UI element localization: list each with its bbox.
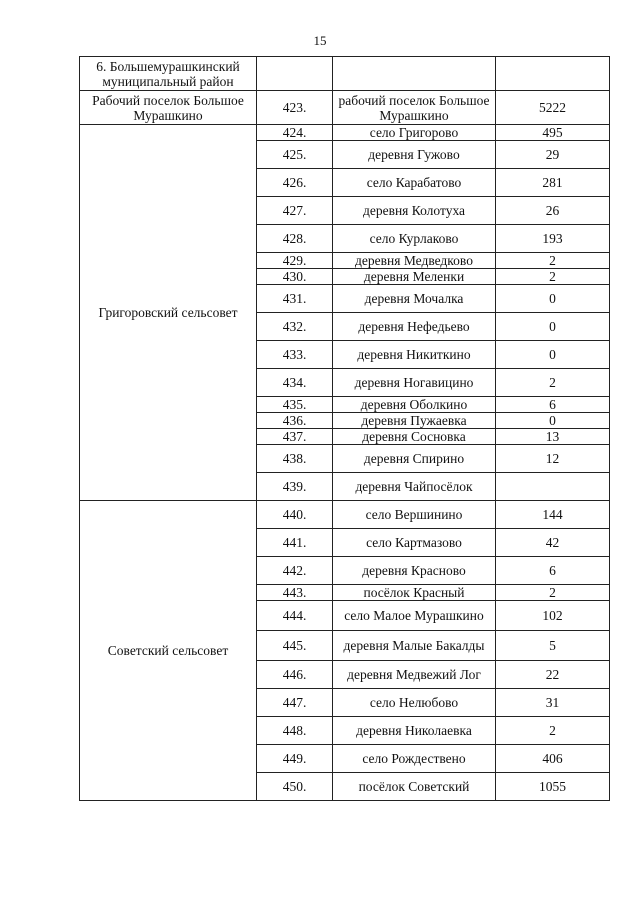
locality-name: деревня Красново <box>333 557 496 585</box>
population: 1055 <box>496 773 610 801</box>
row-number: 426. <box>257 169 333 197</box>
population: 495 <box>496 125 610 141</box>
row-number: 432. <box>257 313 333 341</box>
row-number: 437. <box>257 429 333 445</box>
locality-name: деревня Меленки <box>333 269 496 285</box>
population: 0 <box>496 285 610 313</box>
population: 0 <box>496 313 610 341</box>
row-number: 446. <box>257 661 333 689</box>
locality-name: посёлок Советский <box>333 773 496 801</box>
district-header: 6. Большемурашкинский муниципальный район <box>80 57 257 91</box>
locality-name: деревня Колотуха <box>333 197 496 225</box>
locality-name: село Картмазово <box>333 529 496 557</box>
locality-name: рабочий поселок Большое Мурашкино <box>333 91 496 125</box>
row-number: 428. <box>257 225 333 253</box>
population: 0 <box>496 413 610 429</box>
page-number: 15 <box>313 33 327 48</box>
locality-name: деревня Чайпосёлок <box>333 473 496 501</box>
population: 281 <box>496 169 610 197</box>
population: 102 <box>496 601 610 631</box>
row-number: 450. <box>257 773 333 801</box>
population: 29 <box>496 141 610 169</box>
population: 2 <box>496 585 610 601</box>
population: 5222 <box>496 91 610 125</box>
row-number: 423. <box>257 91 333 125</box>
row-number: 431. <box>257 285 333 313</box>
population: 0 <box>496 341 610 369</box>
locality-name: деревня Нефедьево <box>333 313 496 341</box>
population: 2 <box>496 253 610 269</box>
population: 26 <box>496 197 610 225</box>
population: 22 <box>496 661 610 689</box>
row-number: 442. <box>257 557 333 585</box>
population: 6 <box>496 557 610 585</box>
population: 5 <box>496 631 610 661</box>
empty-cell <box>333 57 496 91</box>
locality-name: село Малое Мурашкино <box>333 601 496 631</box>
locality-name: деревня Николаевка <box>333 717 496 745</box>
row-number: 436. <box>257 413 333 429</box>
settlement-name: Григоровский сельсовет <box>80 125 257 501</box>
row-number: 441. <box>257 529 333 557</box>
table-row <box>80 501 610 529</box>
population: 42 <box>496 529 610 557</box>
locality-name: деревня Гужово <box>333 141 496 169</box>
row-number: 449. <box>257 745 333 773</box>
population: 13 <box>496 429 610 445</box>
population: 6 <box>496 397 610 413</box>
locality-name: деревня Мочалка <box>333 285 496 313</box>
locality-name: деревня Пужаевка <box>333 413 496 429</box>
locality-name: деревня Малые Бакалды <box>333 631 496 661</box>
population: 12 <box>496 445 610 473</box>
locality-name: село Карабатово <box>333 169 496 197</box>
locality-name: деревня Оболкино <box>333 397 496 413</box>
locality-name: деревня Ногавицино <box>333 369 496 397</box>
population: 144 <box>496 501 610 529</box>
locality-name: деревня Медведково <box>333 253 496 269</box>
settlement-name: Советский сельсовет <box>80 501 257 801</box>
population: 31 <box>496 689 610 717</box>
locality-name: деревня Медвежий Лог <box>333 661 496 689</box>
table-row <box>80 57 610 91</box>
row-number: 427. <box>257 197 333 225</box>
settlements-table <box>79 56 610 801</box>
row-number: 438. <box>257 445 333 473</box>
row-number: 424. <box>257 125 333 141</box>
locality-name: село Вершинино <box>333 501 496 529</box>
locality-name: деревня Сосновка <box>333 429 496 445</box>
table-row <box>80 125 610 141</box>
locality-name: село Нелюбово <box>333 689 496 717</box>
settlement-name: Рабочий поселок Большое Мурашкино <box>80 91 257 125</box>
row-number: 440. <box>257 501 333 529</box>
locality-name: село Курлаково <box>333 225 496 253</box>
row-number: 434. <box>257 369 333 397</box>
row-number: 448. <box>257 717 333 745</box>
row-number: 430. <box>257 269 333 285</box>
population: 2 <box>496 269 610 285</box>
row-number: 429. <box>257 253 333 269</box>
locality-name: село Григорово <box>333 125 496 141</box>
row-number: 447. <box>257 689 333 717</box>
row-number: 443. <box>257 585 333 601</box>
row-number: 435. <box>257 397 333 413</box>
locality-name: посёлок Красный <box>333 585 496 601</box>
row-number: 445. <box>257 631 333 661</box>
empty-cell <box>257 57 333 91</box>
row-number: 444. <box>257 601 333 631</box>
table-row <box>80 91 610 125</box>
row-number: 433. <box>257 341 333 369</box>
row-number: 425. <box>257 141 333 169</box>
population: 2 <box>496 369 610 397</box>
locality-name: село Рождествено <box>333 745 496 773</box>
population: 2 <box>496 717 610 745</box>
population <box>496 473 610 501</box>
empty-cell <box>496 57 610 91</box>
locality-name: деревня Никиткино <box>333 341 496 369</box>
row-number: 439. <box>257 473 333 501</box>
locality-name: деревня Спирино <box>333 445 496 473</box>
population: 406 <box>496 745 610 773</box>
population: 193 <box>496 225 610 253</box>
